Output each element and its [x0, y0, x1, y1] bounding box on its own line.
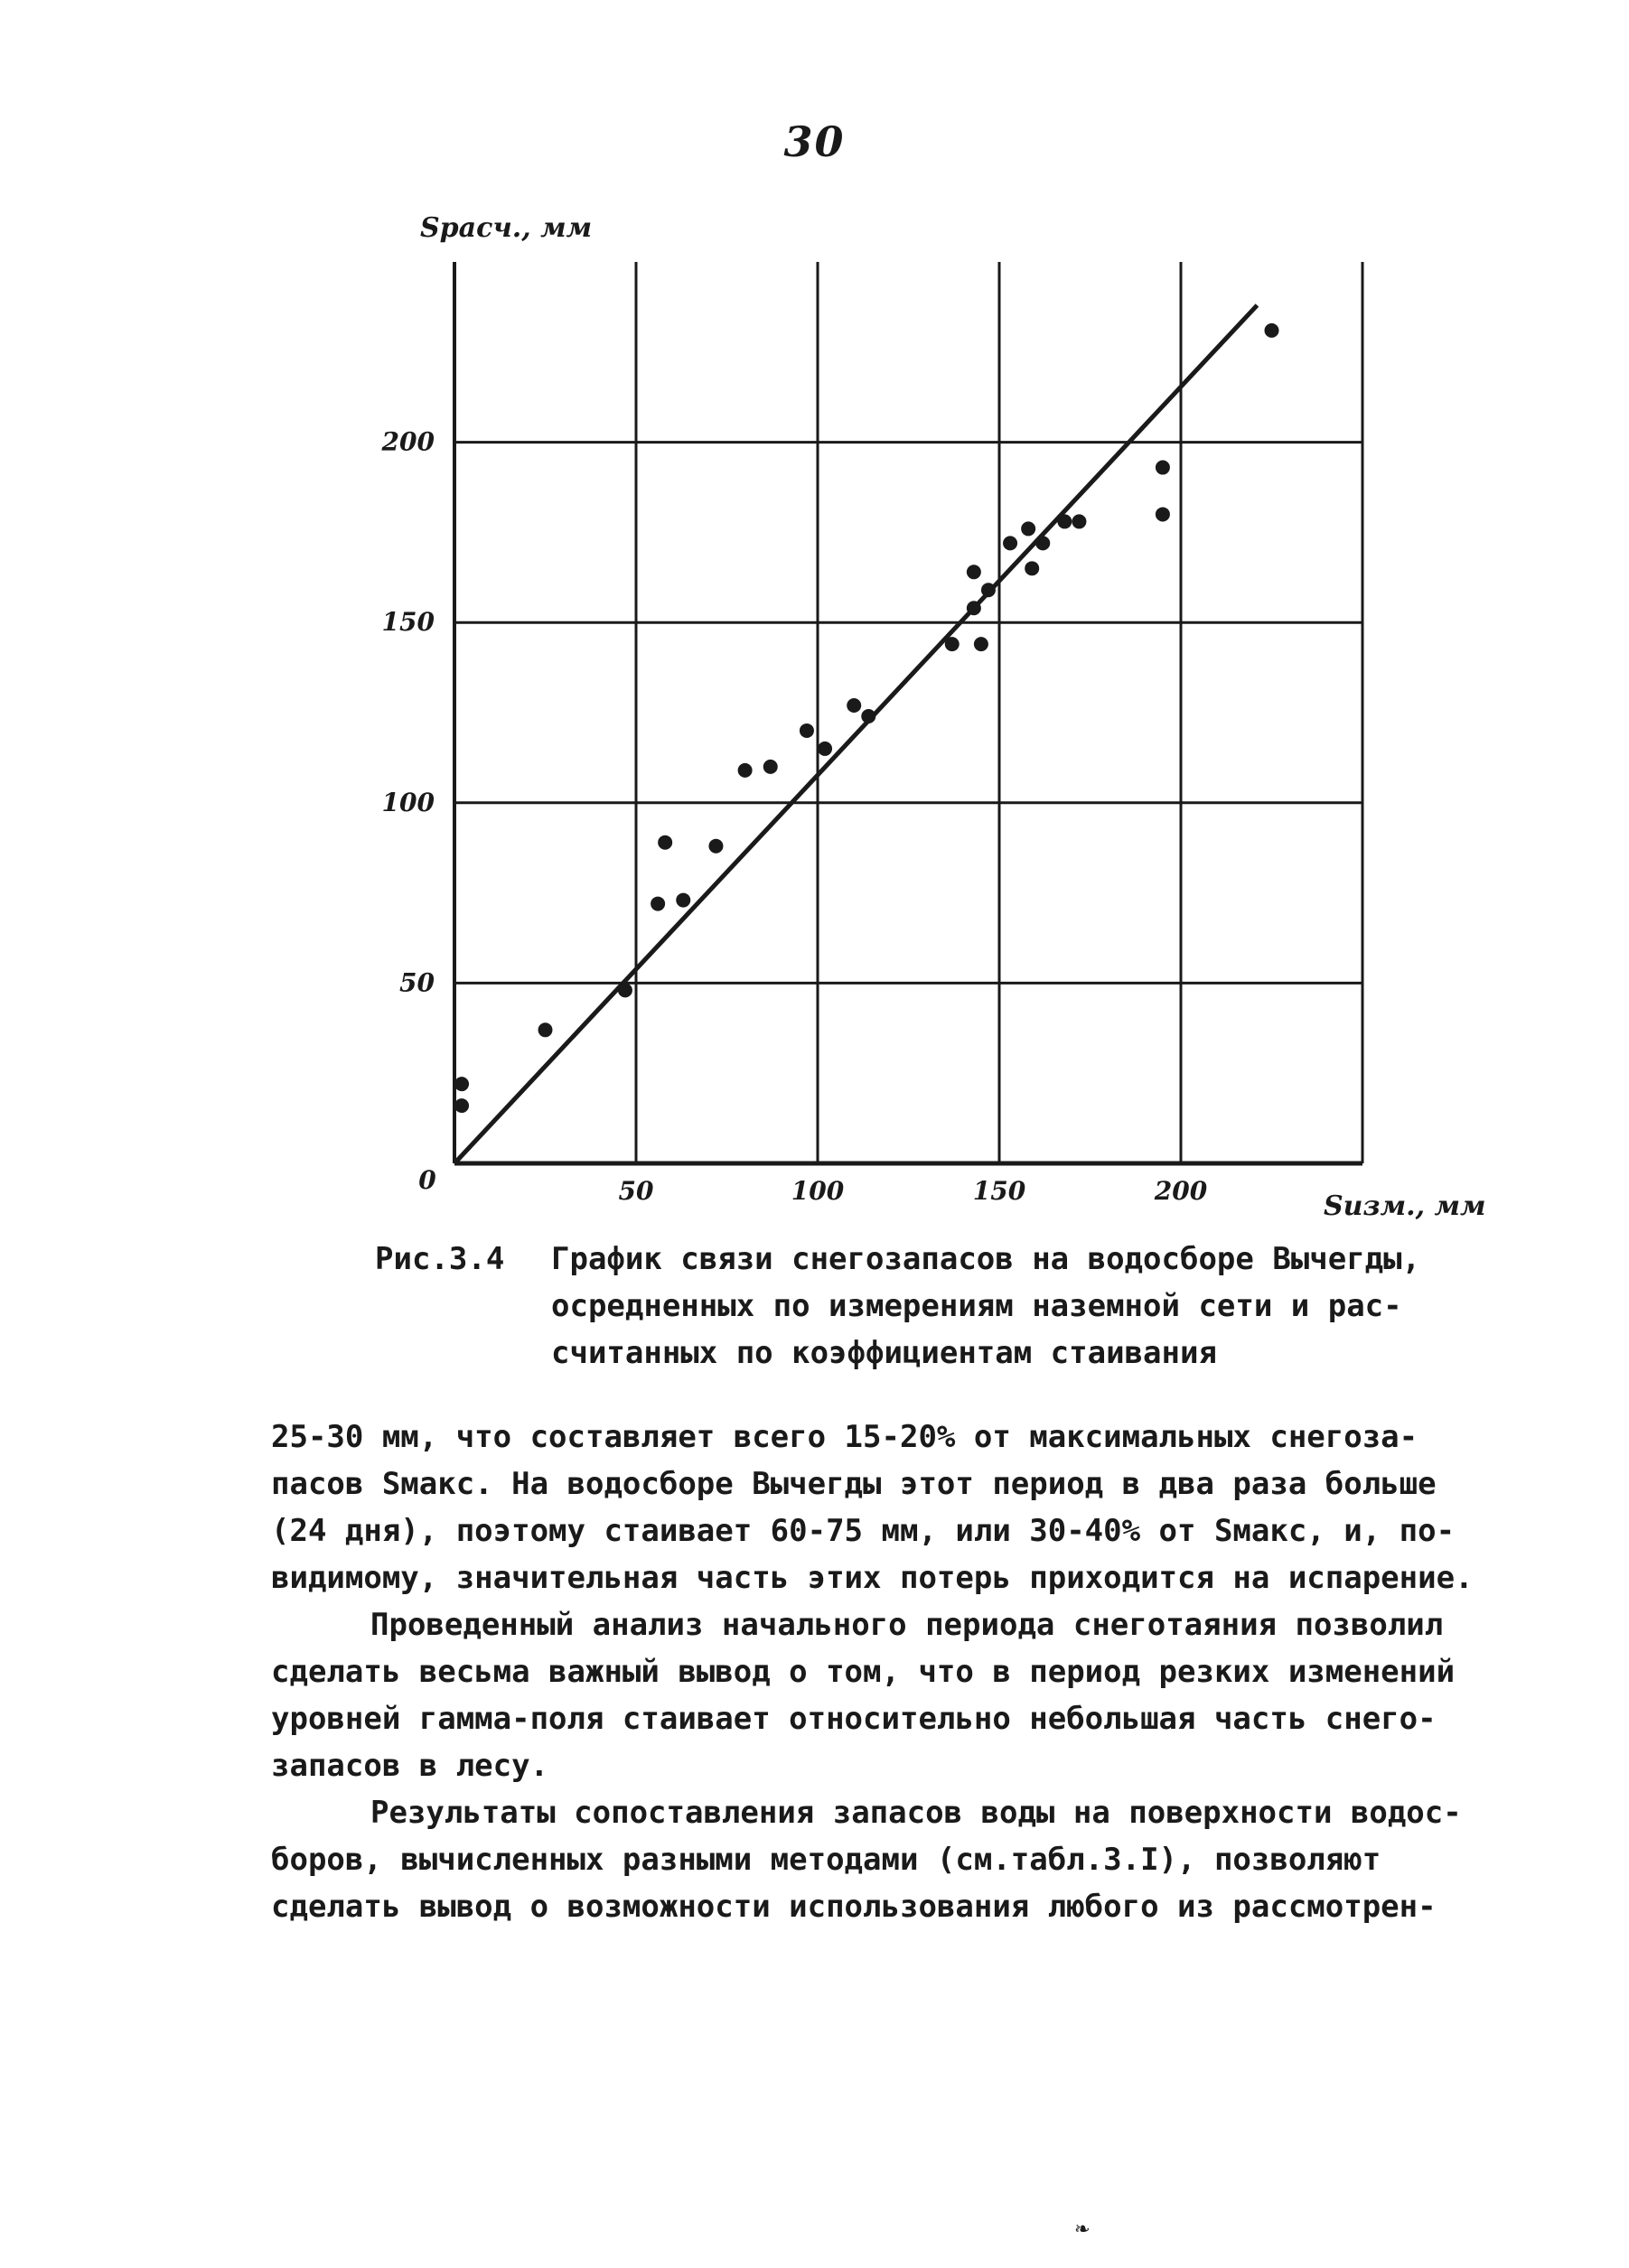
chart-grid — [454, 262, 1362, 1163]
x-tick-label: 150 — [972, 1176, 1026, 1206]
y-tick-label: 100 — [381, 787, 435, 817]
body-line: уровней гамма-поля стаивает относительно небольшая часть снего- — [271, 1701, 1437, 1737]
data-point — [1003, 536, 1017, 550]
regression-line — [454, 305, 1257, 1163]
body-line: запасов в лесу. — [271, 1748, 549, 1784]
body-line: сделать вывод о возможности использования любого из рассмотрен- — [271, 1889, 1437, 1925]
data-point — [818, 742, 832, 756]
caption-text — [551, 1236, 1495, 1377]
data-point — [945, 637, 960, 651]
body-line: Результаты сопоставления запасов воды на поверхности водос- — [370, 1795, 1462, 1831]
x-tick-label: 200 — [1154, 1176, 1208, 1206]
data-point — [763, 760, 778, 774]
x-tick-label: 50 — [618, 1176, 654, 1206]
data-point — [1072, 514, 1086, 528]
data-point — [618, 983, 632, 997]
data-point — [1035, 536, 1050, 550]
data-point — [454, 1098, 469, 1113]
data-point — [967, 601, 981, 615]
caption-line: считанных по коэффициентам стаивания — [551, 1335, 1217, 1371]
data-point — [861, 709, 875, 723]
y-tick-label: 50 — [399, 967, 435, 998]
data-point — [847, 698, 861, 713]
y-axis-title: Sрасч., мм — [420, 212, 593, 244]
body-line: боров, вычисленных разными методами (см.табл.3.I), позволяют — [271, 1842, 1381, 1878]
data-point — [981, 583, 996, 597]
data-point — [1265, 323, 1279, 338]
y-tick-label: 200 — [381, 426, 435, 457]
data-point — [800, 723, 814, 738]
page-number: 30 — [783, 117, 846, 166]
caption-label: Рис.3.4 — [375, 1241, 505, 1277]
body-text — [271, 1414, 1509, 1930]
data-point — [1021, 521, 1035, 536]
data-point — [538, 1022, 553, 1037]
figure-caption — [375, 1236, 1495, 1377]
y-tick-label: 150 — [381, 607, 435, 638]
caption-line: График связи снегозапасов на водосборе Вычегды, — [551, 1241, 1421, 1277]
chart-labels — [381, 212, 1486, 1222]
fit-line-group — [454, 305, 1257, 1163]
data-point — [708, 839, 723, 854]
x-axis-title: Sизм., мм — [1324, 1190, 1486, 1222]
data-point — [651, 897, 665, 911]
caption-line: осредненных по измерениям наземной сети и рас- — [551, 1288, 1402, 1324]
data-point — [658, 835, 672, 850]
data-point — [1156, 507, 1170, 521]
data-point — [454, 1077, 469, 1091]
data-point — [974, 637, 988, 651]
x-tick-label: 0 — [418, 1165, 436, 1195]
body-line: пасов Sмакс. На водосборе Вычегды этот период в два раза больше — [271, 1466, 1437, 1502]
data-point — [738, 763, 753, 778]
footer-mark: ❧ — [1075, 2215, 1090, 2242]
body-line: сделать весьма важный вывод о том, что в период резких изменений — [271, 1654, 1456, 1690]
data-point — [967, 565, 981, 579]
data-point — [1025, 561, 1039, 575]
data-point — [676, 893, 690, 908]
body-line: Проведенный анализ начального периода снеготаяния позволил — [370, 1607, 1444, 1643]
body-line: видимому, значительная часть этих потерь приходится на испарение. — [271, 1560, 1474, 1596]
x-tick-label: 100 — [791, 1176, 845, 1206]
body-line: (24 дня), поэтому стаивает 60-75 мм, или 30-40% от Sмакс, и, по- — [271, 1513, 1456, 1549]
data-point — [1057, 514, 1072, 528]
body-line: 25-30 мм, что составляет всего 15-20% от максимальных снегоза- — [271, 1419, 1418, 1455]
data-point — [1156, 461, 1170, 475]
